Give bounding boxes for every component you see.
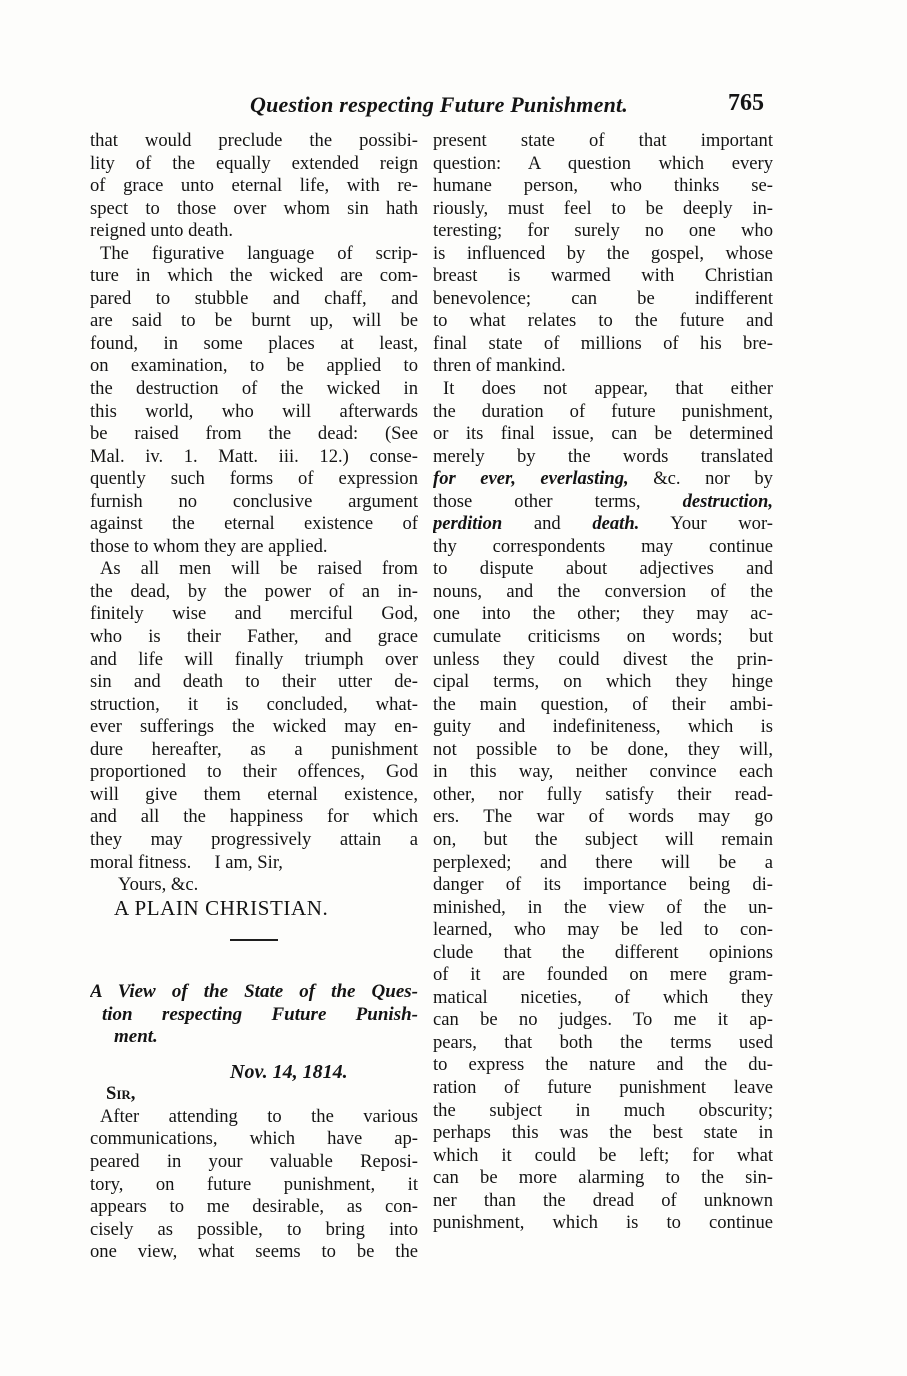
- plain-text: &c. nor by: [628, 468, 773, 490]
- signature: A PLAIN CHRISTIAN.: [114, 896, 329, 920]
- text-line: benevolence; can be indifferent: [433, 287, 773, 309]
- text-line: tory, on future punishment, it: [90, 1173, 418, 1195]
- text-line: After attending to the various: [100, 1105, 418, 1127]
- article-title: [90, 981, 418, 1049]
- text-line: guity and indefiniteness, which is: [433, 716, 773, 738]
- text-line: or its final issue, can be determined: [433, 423, 773, 445]
- italic-text: destruction,: [682, 490, 773, 512]
- text-line: finitely wise and merciful God,: [90, 603, 418, 625]
- paragraph-2: [433, 378, 773, 1235]
- text-line: As all men will be raised from: [100, 558, 418, 580]
- text-line: is influenced by the gospel, whose: [433, 242, 773, 264]
- salutation: Sir,: [106, 1083, 136, 1105]
- text-line: can be no judges. To me it ap-: [433, 1009, 773, 1031]
- text-line: [433, 513, 773, 536]
- text-line: ner than the dread of unknown: [433, 1189, 773, 1211]
- text-line: teresting; for surely no one who: [433, 220, 773, 242]
- paragraph-3: [90, 558, 418, 874]
- text-line: ture in which the wicked are com-: [90, 265, 418, 287]
- text-line: on examination, to be applied to: [90, 355, 418, 377]
- text-line: of it are founded on mere gram-: [433, 964, 773, 986]
- text-line: found, in some places at least,: [90, 332, 418, 354]
- closing-line: Yours, &c.: [118, 874, 199, 896]
- text-line: It does not appear, that either: [443, 378, 773, 400]
- article-date: Nov. 14, 1814.: [230, 1060, 348, 1083]
- text-line: the subject in much obscurity;: [433, 1099, 773, 1121]
- text-line: the destruction of the wicked in: [90, 378, 418, 400]
- text-line: cumulate criticisms on words; but: [433, 626, 773, 648]
- page-number: 765: [728, 90, 764, 116]
- text-line: The figurative language of scrip-: [100, 242, 418, 264]
- text-line: Mal. iv. 1. Matt. iii. 12.) conse-: [90, 445, 418, 467]
- text-line: punishment, which is to continue: [433, 1212, 773, 1234]
- spacer: [90, 941, 418, 981]
- text-line: and life will finally triumph over: [90, 648, 418, 670]
- text-line: thren of mankind.: [433, 355, 566, 377]
- text-line: dure hereafter, as a punishment: [90, 738, 418, 760]
- text-line: ers. The war of words may go: [433, 806, 773, 828]
- text-line: [433, 468, 773, 491]
- text-line: be raised from the dead: (See: [90, 423, 418, 445]
- plain-text: those other terms,: [433, 490, 683, 512]
- text-line: which it could be left; for what: [433, 1144, 773, 1166]
- text-line: lity of the equally extended reign: [90, 152, 418, 174]
- paragraph-2: [90, 243, 418, 559]
- text-line: the main question, of their ambi-: [433, 693, 773, 715]
- article-title-line: ment.: [114, 1026, 158, 1048]
- text-line: that would preclude the possibi-: [90, 130, 418, 151]
- text-line: peared in your valuable Reposi-: [90, 1150, 418, 1172]
- text-line: of grace unto eternal life, with re-: [90, 175, 418, 197]
- paragraph-1: [90, 130, 418, 243]
- text-line: this world, who will afterwards: [90, 400, 418, 422]
- text-line: minished, in the view of the un-: [433, 896, 773, 918]
- text-line: moral fitness. I am, Sir,: [90, 851, 283, 873]
- text-line: quently such forms of expression: [90, 468, 418, 490]
- text-line: thy correspondents may continue: [433, 535, 773, 557]
- text-line: reigned unto death.: [90, 220, 234, 242]
- text-line: merely by the words translated: [433, 445, 773, 467]
- text-line: danger of its importance being di-: [433, 874, 773, 896]
- text-line: pared to stubble and chaff, and: [90, 287, 418, 309]
- text-line: who is their Father, and grace: [90, 626, 418, 648]
- text-line: other, nor fully satisfy their read-: [433, 783, 773, 805]
- text-line: to dispute about adjectives and: [433, 558, 773, 580]
- text-line: will give them eternal existence,: [90, 783, 418, 805]
- text-line: perhaps this was the best state in: [433, 1122, 773, 1144]
- text-line: furnish no conclusive argument: [90, 490, 418, 512]
- text-line: are said to be burnt up, will be: [90, 310, 418, 332]
- text-line: present state of that important: [433, 130, 773, 151]
- text-line: final state of millions of his bre-: [433, 332, 773, 354]
- text-line: the duration of future punishment,: [433, 400, 773, 422]
- text-line: and all the happiness for which: [90, 806, 418, 828]
- text-line: one into the other; they may ac-: [433, 603, 773, 625]
- text-line: sin and death to their utter de-: [90, 671, 418, 693]
- running-head-title: Question respecting Future Punishment.: [250, 92, 629, 117]
- article-title-line: A View of the State of the Ques-: [90, 981, 418, 1003]
- text-line: those to whom they are applied.: [90, 535, 328, 557]
- text-line: perplexed; and there will be a: [433, 851, 773, 873]
- text-line: clude that the different opinions: [433, 941, 773, 963]
- text-line: ration of future punishment leave: [433, 1076, 773, 1098]
- italic-text: perdition: [433, 513, 503, 535]
- text-line: the dead, by the power of an in-: [90, 580, 418, 602]
- italic-text: for ever, everlasting,: [433, 468, 629, 490]
- text-line: learned, who may be led to con-: [433, 919, 773, 941]
- paragraph-1: [433, 130, 773, 378]
- spacer: [90, 1049, 418, 1061]
- text-line: communications, which have ap-: [90, 1128, 418, 1150]
- text-line: proportioned to their offences, God: [90, 761, 418, 783]
- text-line: riously, must feel to be deeply in-: [433, 197, 773, 219]
- text-line: nouns, and the conversion of the: [433, 580, 773, 602]
- text-line: against the eternal existence of: [90, 513, 418, 535]
- article-title-line: tion respecting Future Punish-: [102, 1003, 418, 1025]
- text-line: humane person, who thinks se-: [433, 175, 773, 197]
- text-line: [433, 491, 773, 514]
- text-line: on, but the subject will remain: [433, 828, 773, 850]
- text-line: unless they could divest the prin-: [433, 648, 773, 670]
- text-line: matical niceties, of which they: [433, 986, 773, 1008]
- text-line: ever sufferings the wicked may en-: [90, 716, 418, 738]
- text-line: breast is warmed with Christian: [433, 265, 773, 287]
- plain-text: and: [502, 513, 593, 535]
- text-line: not possible to be done, they will,: [433, 738, 773, 760]
- right-column: [433, 130, 773, 1235]
- text-line: one view, what seems to be the: [90, 1241, 418, 1263]
- text-line: in this way, neither convince each: [433, 761, 773, 783]
- text-line: to what relates to the future and: [433, 310, 773, 332]
- text-line: spect to those over whom sin hath: [90, 197, 418, 219]
- text-line: to express the nature and the du-: [433, 1054, 773, 1076]
- text-line: pears, that both the terms used: [433, 1031, 773, 1053]
- text-line: struction, it is concluded, what-: [90, 693, 418, 715]
- left-column: [90, 130, 418, 1264]
- text-line: cisely as possible, to bring into: [90, 1218, 418, 1240]
- text-line: cipal terms, on which they hinge: [433, 671, 773, 693]
- text-line: they may progressively attain a: [90, 828, 418, 850]
- paragraph-4: [90, 1106, 418, 1264]
- plain-text: Your wor-: [639, 513, 773, 535]
- italic-text: death.: [592, 513, 640, 535]
- text-line: can be more alarming to the sin-: [433, 1167, 773, 1189]
- text-line: question: A question which every: [433, 152, 773, 174]
- text-line: appears to me desirable, as con-: [90, 1196, 418, 1218]
